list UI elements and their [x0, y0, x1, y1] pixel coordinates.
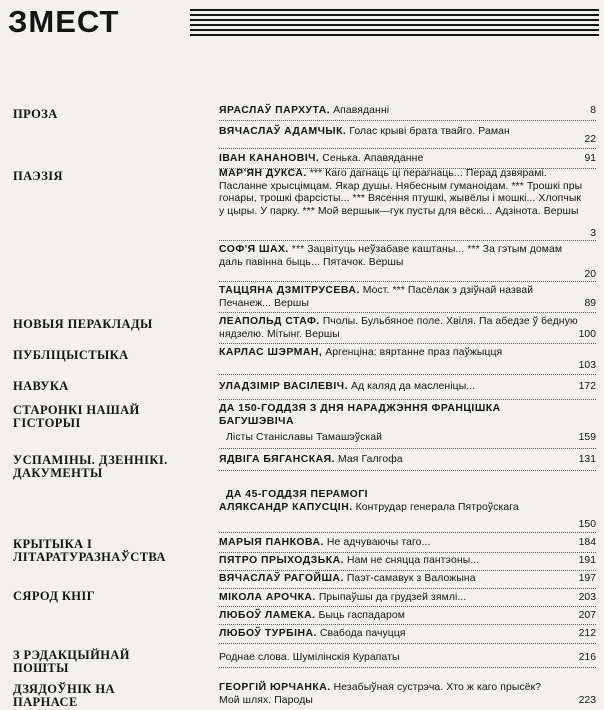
toc-entry: КАРЛАС ШЭРМАН, Аргенціна: вяртанне праз паўжыцця [219, 347, 503, 358]
toc-entry: ГЕОРГІЙ ЮРЧАНКА. Незабыўная сустрэча. Хто ж каго прысёк? Мой шлях. Пароды [219, 682, 542, 706]
page-number: 203 [578, 592, 596, 603]
page-number: 172 [578, 381, 596, 392]
toc-entry: ЛЮБОЎ ТУРБІНА. Свабода пачуцця [219, 628, 406, 639]
page-number: 197 [578, 573, 596, 584]
section-label: ПУБЛІЦЫСТЫКА [13, 348, 129, 362]
section-label: КРЫТЫКА І ЛІТАРАТУРАЗНАЎСТВА [13, 537, 166, 564]
page-number: 89 [584, 298, 596, 309]
section-label: СЯРОД КНІГ [13, 589, 96, 603]
toc-entry: Роднае слова. Шумілінскія Курапаты [219, 652, 400, 663]
page-number: 223 [578, 695, 596, 706]
section-label: НОВЫЯ ПЕРАКЛАДЫ [13, 317, 153, 331]
leader-line [219, 667, 596, 668]
page-number: 8 [590, 105, 596, 116]
toc-entry: МІКОЛА АРОЧКА. Прыпаўшы да грудзей зямлі... [219, 592, 467, 603]
section-label: ПРОЗА [13, 107, 58, 121]
page-number: 100 [578, 329, 596, 340]
page-number: 103 [578, 360, 596, 371]
leader-line [219, 470, 596, 471]
page-title: ЗМЕСТ [8, 4, 120, 39]
page-number: 212 [578, 628, 596, 639]
toc-entry: УЛАДЗІМІР ВАСІЛЕВІЧ. Ад каляд да масленіцы... [219, 381, 476, 392]
toc-entry: ЛЮБОЎ ЛАМЕКА. Быць гаспадаром [219, 610, 406, 621]
toc-entry: МАРЫЯ ПАНКОВА. Не адчуваючы таго... [219, 537, 431, 548]
section-label: З РЭДАКЦЫЙНАЙ ПОШТЫ [13, 648, 130, 675]
leader-line [219, 448, 596, 449]
page-number: 207 [578, 610, 596, 621]
section-label: НАВУКА [13, 379, 69, 393]
toc-entry: ТАЦЦЯНА ДЗМІТРУСЕВА. Мост. *** Пасёлак з дзіўнай назвай Печанеж... Вершы [219, 285, 534, 309]
leader-line [219, 570, 596, 571]
page-number: 22 [584, 134, 596, 145]
page-number: 91 [584, 153, 596, 164]
leader-line [219, 240, 596, 241]
page-number: 191 [578, 555, 596, 566]
page-number: 20 [584, 269, 596, 280]
toc-entry: ЯРАСЛАЎ ПАРХУТА. Апавяданні [219, 105, 390, 116]
toc-entry: ВЯЧАСЛАЎ РАГОЙША. Паэт-самавук з Валожына [219, 573, 476, 584]
toc-entry: АЛЯКСАНДР КАПУСЦІН. Контрудар генерала Пятроўскага [219, 502, 519, 513]
toc-entry: ЛЕАПОЛЬД СТАФ. Пчолы. Бульбяное поле. Хвіля. Па абедзе ў бедную нядзелю. Мітынг. Вершы [219, 316, 578, 340]
leader-line [219, 624, 596, 625]
section-label: СТАРОНКІ НАШАЙ ГІСТОРЫІ [13, 403, 140, 430]
leader-line [219, 281, 596, 282]
page-number: 216 [578, 652, 596, 663]
leader-line [219, 643, 596, 644]
page-number: 184 [578, 537, 596, 548]
page-number: 159 [578, 432, 596, 443]
leader-line [219, 343, 596, 344]
page-number: 131 [578, 454, 596, 465]
page-number: 150 [578, 519, 596, 530]
leader-line [219, 399, 596, 400]
leader-line [219, 588, 596, 589]
leader-line [219, 374, 596, 375]
page-number: 3 [590, 228, 596, 239]
section-label: ДЗЯДОЎНІК НА ПАРНАСЕ [13, 682, 115, 709]
leader-line [219, 312, 596, 313]
leader-line [219, 532, 596, 533]
toc-entry: ВЯЧАСЛАЎ АДАМЧЫК. Голас крыві брата твайго. Раман [219, 126, 510, 137]
toc-entry: ПЯТРО ПРЫХОДЗЬКА. Нам не сняцца пантэоны... [219, 555, 480, 566]
toc-entry: МАР'ЯН ДУКСА. *** Каго дагнаць ці перагнаць... Перад дзвярамі. Пасланне хрысцімцам. Якар душы. Нябесным гуманоідам. *** Трошкі пры гонары, трошкі фарсісты... *** Вясення птушкі, жывёлы і мошкі... Хлопчык у цыры. У парку. *** Мой вершык—гук пусты для вёскі... Адзінота. Вершы [219, 168, 583, 217]
leader-line [219, 606, 596, 607]
title-rule [190, 9, 599, 39]
toc-entry: ДА 150-ГОДДЗЯ З ДНЯ НАРАДЖЭННЯ ФРАНЦІШКА БАГУШЭВІЧА [219, 403, 501, 427]
section-label: УСПАМІНЫ. ДЗЕННІКІ. ДАКУМЕНТЫ [13, 453, 168, 480]
section-label: ПАЭЗІЯ [13, 169, 63, 183]
leader-line [219, 120, 596, 121]
toc-entry: ІВАН КАНАНОВІЧ. Сенька. Апавяданне [219, 153, 424, 164]
toc-entry: Лісты Станіславы Тамашэўскай [226, 432, 383, 443]
leader-line [219, 552, 596, 553]
leader-line [219, 148, 596, 149]
toc-entry: ЯДВІГА БЯГАНСКАЯ. Мая Галгофа [219, 454, 403, 465]
toc-entry: СОФ'Я ШАХ. *** Зацвітуць неўзабаве каштаны... *** За гэтым домам даль павінна быць... Пятачок. Вершы [219, 244, 563, 268]
toc-entry: ДА 45-ГОДДЗЯ ПЕРАМОГІ [226, 489, 368, 500]
